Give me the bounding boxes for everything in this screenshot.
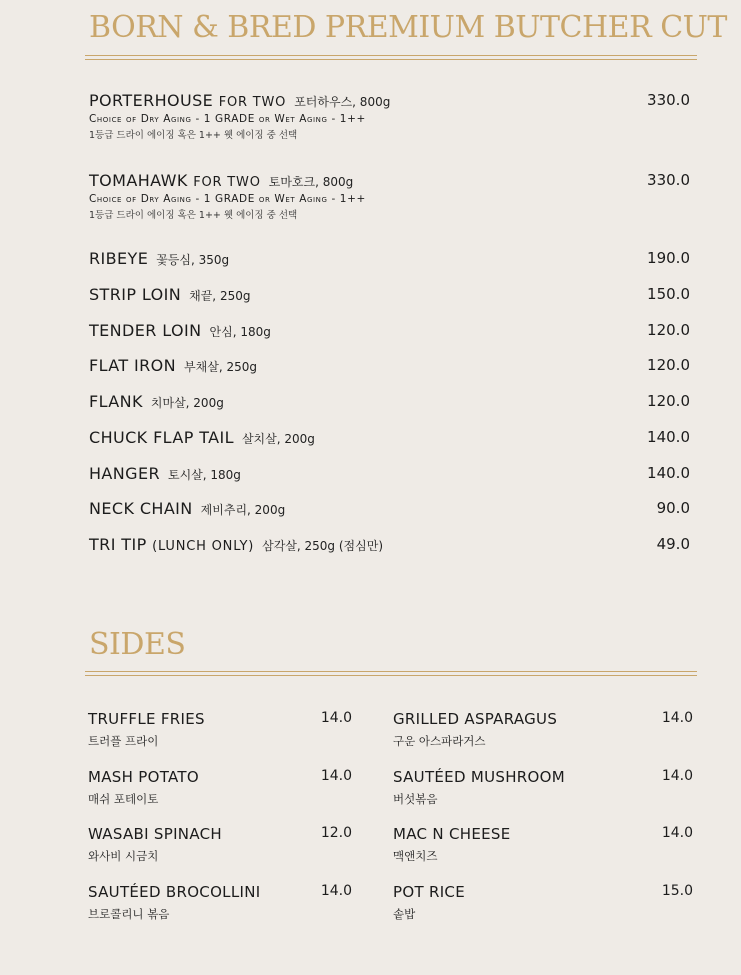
side-item-grilled-asparagus (393, 710, 693, 749)
section-divider (85, 55, 697, 60)
side-korean: 맥앤치즈 (393, 849, 438, 863)
menu-item-chuck-flap-tail (89, 428, 690, 447)
side-price: 14.0 (661, 825, 693, 841)
item-korean: 치마살, 200g (150, 396, 224, 410)
item-description-korean: 1등급 드라이 에이징 혹은 1++ 웻 에이징 중 선택 (89, 210, 298, 221)
menu-item-tri-tip (89, 535, 690, 554)
side-name: GRILLED ASPARAGUS (393, 710, 558, 728)
item-korean: 삼각살, 250g (점심만) (262, 539, 384, 553)
side-price: 14.0 (320, 883, 352, 899)
section-divider (85, 671, 697, 676)
side-item-mash-potato (88, 768, 352, 807)
item-korean: 부채살, 250g (184, 360, 257, 374)
item-korean: 살치살, 200g (241, 432, 315, 446)
item-price: 90.0 (656, 499, 690, 517)
item-name: NECK CHAIN (89, 499, 193, 518)
side-name: WASABI SPINACH (88, 825, 222, 843)
item-korean: 토시살, 180g (167, 468, 241, 482)
item-korean: 채끝, 250g (189, 289, 251, 303)
side-korean: 매쉬 포테이토 (88, 792, 159, 806)
side-item-sauteed-mushroom (393, 768, 693, 807)
side-name: TRUFFLE FRIES (88, 710, 205, 728)
item-description: Choice of Dry Aging - 1 GRADE or Wet Aging - 1++ (89, 193, 366, 205)
side-price: 14.0 (320, 710, 352, 726)
item-price: 330.0 (647, 171, 690, 189)
side-item-sauteed-brocollini (88, 883, 352, 922)
side-item-wasabi-spinach (88, 825, 352, 864)
side-name: MASH POTATO (88, 768, 199, 786)
menu-item-strip-loin (89, 285, 690, 304)
menu-item-tomahawk (89, 171, 690, 221)
side-korean: 솥밥 (393, 907, 416, 921)
sides-section-title: SIDES (89, 627, 186, 662)
side-name: SAUTÉED MUSHROOM (393, 768, 565, 786)
item-price: 120.0 (647, 321, 690, 339)
side-korean: 와사비 시금치 (88, 849, 159, 863)
side-name: SAUTÉED BROCOLLINI (88, 883, 261, 901)
item-price: 190.0 (647, 249, 690, 267)
side-price: 12.0 (320, 825, 352, 841)
item-name: CHUCK FLAP TAIL (89, 428, 234, 447)
item-price: 330.0 (647, 91, 690, 109)
menu-item-flat-iron (89, 356, 690, 375)
side-item-truffle-fries (88, 710, 352, 749)
menu-item-tender-loin (89, 321, 690, 340)
side-name: MAC N CHEESE (393, 825, 511, 843)
side-item-mac-n-cheese (393, 825, 693, 864)
item-name: FLAT IRON (89, 356, 177, 375)
side-korean: 구운 아스파라거스 (393, 734, 486, 748)
item-description-korean: 1등급 드라이 에이징 혹은 1++ 웻 에이징 중 선택 (89, 130, 298, 141)
item-name: TRI TIP (LUNCH ONLY) (89, 535, 255, 554)
side-price: 15.0 (661, 883, 693, 899)
side-korean: 버섯볶음 (393, 792, 438, 806)
menu-item-porterhouse (89, 91, 690, 141)
item-korean: 포터하우스, 800g (294, 95, 391, 109)
side-name: POT RICE (393, 883, 465, 901)
item-name: HANGER (89, 464, 160, 483)
menu-item-hanger (89, 464, 690, 483)
side-korean: 트러플 프라이 (88, 734, 159, 748)
item-price: 120.0 (647, 356, 690, 374)
menu-section-title: BORN & BRED PREMIUM BUTCHER CUT (89, 10, 727, 45)
item-price: 49.0 (656, 535, 690, 553)
item-name: RIBEYE (89, 249, 149, 268)
item-price: 140.0 (647, 464, 690, 482)
menu-item-ribeye (89, 249, 690, 268)
side-price: 14.0 (661, 710, 693, 726)
item-korean: 토마호크, 800g (268, 175, 354, 189)
item-korean: 제비추리, 200g (200, 503, 286, 517)
item-price: 120.0 (647, 392, 690, 410)
item-name: FLANK (89, 392, 143, 411)
side-price: 14.0 (661, 768, 693, 784)
item-name: TOMAHAWK FOR TWO (89, 171, 261, 190)
item-name: TENDER LOIN (89, 321, 202, 340)
side-item-pot-rice (393, 883, 693, 922)
item-korean: 꽃등심, 350g (156, 253, 230, 267)
item-description: Choice of Dry Aging - 1 GRADE or Wet Aging - 1++ (89, 113, 366, 125)
item-korean: 안심, 180g (209, 325, 271, 339)
side-korean: 브로콜리니 볶음 (88, 907, 170, 921)
item-price: 150.0 (647, 285, 690, 303)
side-price: 14.0 (320, 768, 352, 784)
menu-item-flank (89, 392, 690, 411)
item-price: 140.0 (647, 428, 690, 446)
item-name: PORTERHOUSE FOR TWO (89, 91, 287, 110)
item-name: STRIP LOIN (89, 285, 182, 304)
menu-item-neck-chain (89, 499, 690, 518)
